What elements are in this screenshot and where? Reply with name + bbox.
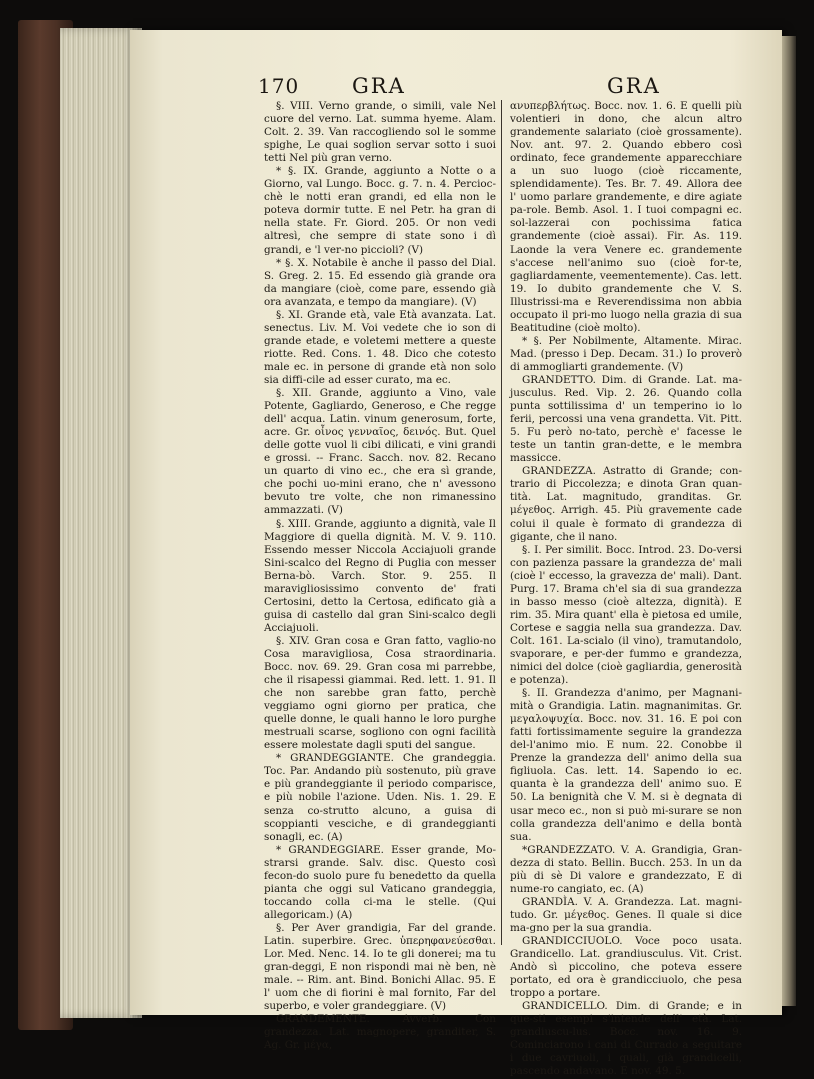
entry-paragraph: §. XI. Grande età, vale Età avanzata. Lat. senectus. Liv. M. Voi vedete che io son di grande etade, e voletemi mettere a queste riotte. Red. Cons. 1. 48. Dico che cotesto male ec. in persone di grande età non solo sia diffi-cile ad esser curato, ma ec. — [264, 308, 496, 386]
entry-paragraph: §. Per Aver grandigia, Far del grande. Latin. superbire. Grec. ὑπερηφανεύεσθαι. Lor. Med. Nenc. 14. Io te gli donerei; ma tu gran-deggi, E non rispondi mai nè ben, nè male. -- Rim. ant. Bind. Bonichi Allac. 95. E l' uom che di fiorini è mal fornito, Far del superbo, e voler grandeggiare. (V) — [264, 921, 496, 1013]
entry-paragraph: * §. Per Nobilmente, Altamente. Mirac. Mad. (presso i Dep. Decam. 31.) Io proverò di ammogliarti grandemente. (V) — [510, 334, 742, 373]
entry-paragraph: GRANDICCIUOLO. Voce poco usata. Grandicello. Lat. grandiusculus. Vit. Crist. Andò sì piccolino, che poteva essere portato, ed ora è grandicciuolo, che pesa troppo a portare. — [510, 935, 742, 1000]
column-divider — [501, 100, 502, 945]
entry-paragraph: * §. X. Notabile è anche il passo del Dial. S. Greg. 2. 15. Ed essendo già grande ora da mangiare (cioè, come pare, essendo già ora avanzata, e tempo da mangiare). (V) — [264, 256, 496, 308]
entry-paragraph: §. I. Per similit. Bocc. Introd. 23. Do-versi con pazienza passare la grandezza de' mali (cioè l' eccesso, la gravezza de' mali). Dant. Purg. 17. Brama ch'el sia di sua grandezza in basso messo (cioè altezza, dignità). E rim. 35. Mira quant' ella è pietosa ed umile, Cortese e saggia nella sua grandezza. Dav. Colt. 161. La-scialo (il vino), tramutandolo, svaporare, e per-der fummo e grandezza, nimici del dolce (cioè gagliardia, generosità e potenza). — [510, 543, 742, 687]
left-column — [264, 100, 496, 1052]
page-number: 170 — [258, 74, 300, 98]
entry-paragraph: §. XIII. Grande, aggiunto a dignità, vale Il Maggiore di quella dignità. M. V. 9. 110. Essendo messer Niccola Acciajuoli grande Sini-scalco del Regno di Puglia con messer Berna-bò. Varch. Stor. 9. 255. Il maravigliosissimo convento de' frati Certosini, detto la Certosa, edificato già a guisa di castello dal gran Sini-scalco degli Acciajuoli. — [264, 517, 496, 634]
entry-paragraph: GRANDEZZA. Astratto di Grande; con-trario di Piccolezza; e dinota Gran quan-tità. Lat. magnitudo, granditas. Gr. μέγεθος. Arrigh. 45. Più gravemente cade colui il quale è formato di grandezza di gigante, che il nano. — [510, 465, 742, 543]
running-head-right: GRA — [607, 74, 661, 98]
running-head-left: GRA — [352, 74, 406, 98]
entry-paragraph: GRANDEMENTE. Avverb. Con grandezza. Lat. magnopere, granditer, S. Ag. Gr. μέγα, — [264, 1013, 496, 1052]
entry-paragraph: §. XIV. Gran cosa e Gran fatto, vaglio-no Cosa maravigliosa, Cosa straordinaria. Bocc. nov. 69. 29. Gran cosa mi parrebbe, che il risapessi giammai. Red. lett. 1. 91. Il che non sarebbe gran fatto, perchè veggiamo ogni giorno per pratica, che quelle donne, le quali hanno le loro purghe mestruali scarse, sogliono con ogni facilità essere molestate dagli sputi del sangue. — [264, 634, 496, 752]
entry-paragraph: GRANDÌA. V. A. Grandezza. Lat. magni-tudo. Gr. μέγεθος. Genes. Il quale si dice ma-gno per la sua grandia. — [510, 895, 742, 934]
entry-paragraph: GRANDICELLO. Dim. di Grande; e in que-sti esempi s'intende dell' età. Lat. grandiuscu-lus. Bocc. nov. 16. 9. Cominciarono i cani di Currado a seguitare i due cavriuoli, i quali, già grandicelli, pascendo andavano. E nov. 49. 5. — [510, 1000, 742, 1078]
entry-paragraph: * §. IX. Grande, aggiunto a Notte o a Giorno, val Lungo. Bocc. g. 7. n. 4. Percioc-chè le notti eran grandi, ed ella non le poteva dormir tutte. E nel Petr. ha gran di nella state. Fr. Giord. 205. Or non vedi altresì, che sempre di state sono i dì grandi, e 'l ver-no piccioli? (V) — [264, 165, 496, 256]
entry-paragraph: §. XII. Grande, aggiunto a Vino, vale Potente, Gagliardo, Generoso, e Che regge dell' acqua. Latin. vinum generosum, forte, acre. Gr. οἶνος γενναῖος, δεινός. But. Quel delle gotte vuol li cibi dilicati, e vini grandi e grossi. -- Franc. Sacch. nov. 82. Recano un quarto di vino ec., che era sì grande, che pochi uo-mini erano, che n' avessono bevuto tre volte, che non rimanessino ammazzati. (V) — [264, 387, 496, 517]
entry-paragraph: ανυπερβλήτως. Bocc. nov. 1. 6. E quelli più volentieri in dono, che alcun altro grandemente salariato (cioè grossamente). Nov. ant. 97. 2. Quando ebbero così ordinato, fece grandemente apparecchiare a un suo luogo (cioè riccamente, splendidamente). Tes. Br. 7. 49. Allora dee l' uomo parlare grandemente, e dire agiate pa-role. Bemb. Asol. 1. I tuoi compagni ec. sol-lazzerai con pochissima fatica grandemente (cioè assai). Fir. As. 119. Laonde la vera Venere ec. grandemente s'accese nell'animo suo (cioè for-te, gagliardamente, veementemente). Cas. lett. 19. Io dubito grandemente che V. S. Illustrissi-ma e Reverendissima non abbia occupato il pri-mo luogo nella grazia di sua Beatitudine (cioè molto). — [510, 100, 742, 334]
entry-paragraph: * GRANDEGGIANTE. Che grandeggia. Toc. Par. Andando più sostenuto, più grave e più grandeggiante il periodo comparisce, e più nobile l'azione. Uden. Nis. 1. 29. E senza co-strutto alcuno, a guisa di scoppianti vesciche, e di grandeggianti sonagli, ec. (A) — [264, 752, 496, 843]
entry-paragraph: * GRANDEGGIARE. Esser grande, Mo-strarsi grande. Salv. disc. Questo così fecon-do suolo pure fu benedetto da quella pianta che oggi sul Vaticano grandeggia, toccando colla ci-ma le stelle. (Qui allegoricam.) (A) — [264, 843, 496, 921]
entry-paragraph: GRANDETTO. Dim. di Grande. Lat. ma-jusculus. Red. Vip. 2. 26. Quando colla punta sottilissima d' un temperino io lo ferii, percossi una vena grandetta. Vit. Pitt. 5. Fu però no-tato, perchè e' facesse le teste un tantin gran-dette, e le membra massicce. — [510, 373, 742, 465]
right-column — [510, 100, 742, 1079]
entry-paragraph: *GRANDEZZATO. V. A. Grandigia, Gran-dezza di stato. Bellin. Bucch. 253. In un da più di sè Di valore e grandezzato, E di nume-ro cangiato, ec. (A) — [510, 843, 742, 895]
entry-paragraph: §. VIII. Verno grande, o simili, vale Nel cuore del verno. Lat. summa hyeme. Alam. Colt. 2. 39. Van raccogliendo sol le somme spighe, Le quai soglion servar sotto i suoi tetti Nel più gran verno. — [264, 100, 496, 165]
entry-paragraph: §. II. Grandezza d'animo, per Magnani-mità o Grandigia. Latin. magnanimitas. Gr. μεγαλοψυχία. Bocc. nov. 31. 16. E poi con fatti fortissimamente seguire la grandezza del-l'animo mio. E num. 22. Conobbe il Prenze la grandezza dell' animo della sua figliuola. Cas. lett. 14. Sapendo io ec. quanta è la grandezza dell' animo suo. E 50. La benignità che V. M. si è degnata di usar meco ec., non si può mi-surare se non colla grandezza dell'animo e della bontà sua. — [510, 687, 742, 843]
page-gutter-shadow — [782, 36, 796, 1006]
